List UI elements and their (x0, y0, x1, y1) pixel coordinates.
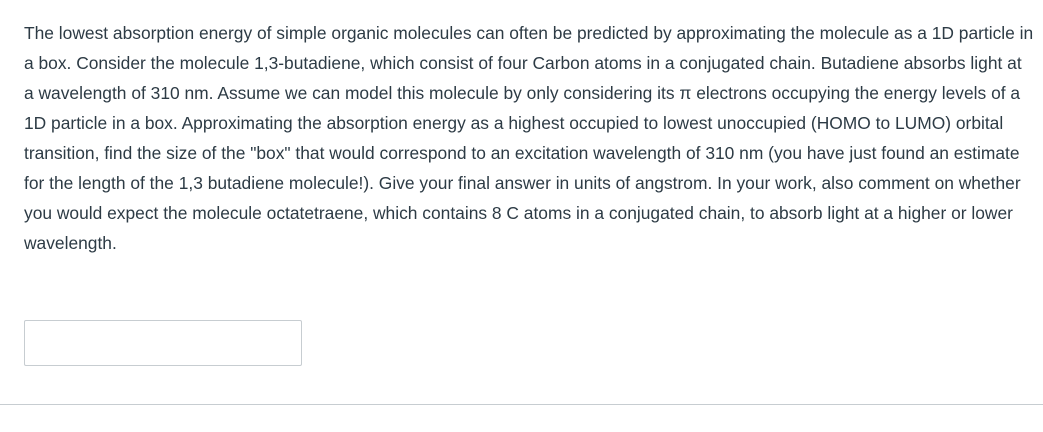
divider (0, 404, 1043, 405)
answer-input[interactable] (24, 320, 302, 366)
question-text: The lowest absorption energy of simple organic molecules can often be predicted by approximating the molecule as a 1D particle in a box. Consider the molecule 1,3-butadiene, which consist of four Carbon atoms in a conjugated chain. Butadiene absorbs light at a wavelength of 310 nm. Assume we can model this molecule by only considering its π electrons occupying the energy levels of a 1D particle in a box. Approximating the absorption energy as a highest occupied to lowest unoccupied (HOMO to LUMO) orbital transition, find the size of the "box" that would correspond to an excitation wavelength of 310 nm (you have just found an estimate for the length of the 1,3 butadiene molecule!). Give your final answer in units of angstrom. In your work, also comment on whether you would expect the molecule octatetraene, which contains 8 C atoms in a conjugated chain, to absorb light at a higher or lower wavelength. (24, 23, 1034, 253)
